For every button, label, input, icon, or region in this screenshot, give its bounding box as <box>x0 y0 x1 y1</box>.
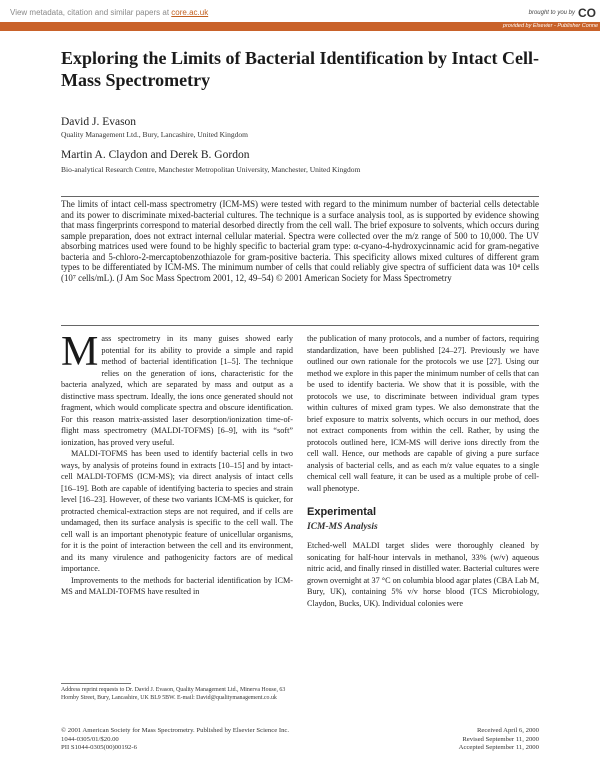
correspondence-footnote: Address reprint requests to Dr. David J. Evason, Quality Management Ltd., Minerva House, 63 Hornby Street, Bury, Lancashire, UK BL9 5BW. E-mail: David@qualitymanagement.co.uk <box>61 687 286 701</box>
right-paragraph-1: the publication of many protocols, and a number of factors, requiring standardization, have been published [24–27]. Previously we have outlined our own rationale for the protocols we use [27]. Using our method we explore in this paper the minimum number of cells that can be used to identify bacteria. We show that it is possible, with the protocols we use, to discriminate between individual gram types within cultures of mixed gram types. We also demonstrate that the brief exposure to matrix solvents, which occurs in our method, does not extract components from within the cell. Rather, by using the protocols outlined here, ICM-MS will derive ions directly from the cell wall. Hence, our methods are capable of giving a pure surface analysis of bacterial cells, and as each m/z value equates to a single chemical cell wall feature, it can be used as a multiple probe of cell-wall phenotype. <box>307 334 539 493</box>
left-column <box>61 329 293 598</box>
core-banner <box>0 0 600 22</box>
metadata-link-prefix: View metadata, citation and similar papers at <box>10 8 172 17</box>
issn-line: 1044-0305/01/$20.00 <box>61 735 119 743</box>
provider-bar <box>0 22 600 31</box>
abstract-text: The limits of intact cell-mass spectrometry (ICM-MS) were tested with regard to the minimum number of bacterial cells detectable and its power to discriminate mixed-bacterial cultures. The technique is a surface analysis tool, as is supported by evidence showing that mass fingerprints correspond to material desorbed directly from the cell wall. The brief exposure to solvents, which occurs during sample preparation, does not extract internal cellular material. Spectra were collected over the m/z range of 500 to 10,000. The UV absorbing matrices used were found to be highly specific to bacterial gram type: α-cyano-4-hydroxycinnamic acid for gram-negative bacteria and 5-chloro-2-mercaptobenzothiazole for gram-positive bacteria. This specificity allows mixed cultures of different gram types to be differentiated by ICM-MS. The minimum number of cells that could reliably give spectra of sufficient data was 10⁴ cells (10⁷ cells/mL). (J Am Soc Mass Spectrom 2001, 12, 49–54) © 2001 American Society for Mass Spectrometry <box>61 199 539 283</box>
drop-cap: M <box>61 329 99 375</box>
brought-by-label: brought to you by <box>528 10 575 16</box>
intro-paragraph-2: MALDI-TOFMS has been used to identify bacterial cells in two ways, by analysis of proteins found in extracts [10–15] and by intact-cell MALDI-TOFMS (ICM-MS); via direct analysis of intact cells [16–19]. Both are capable of identifying bacteria to species and strain level [16–23]. However, of these two variants ICM-MS is quicker, for protracted chemical-extraction steps are not required, and if cells are undamaged, then its surface analysis is specific to the cell wall. The cell wall is an important phenotypic feature of unicellular organisms, for it is the point of interaction between the cell and its environment, and its many virulence and pathogenicity factors are of medical importance. <box>61 449 293 573</box>
core-logo-icon[interactable] <box>578 6 596 20</box>
core-logo-text: CO <box>578 6 596 20</box>
core-site-link[interactable]: core.ac.uk <box>171 8 209 17</box>
affiliation-mmu: Bio-analytical Research Centre, Manchester Metropolitan University, Manchester, United Kingdom <box>61 165 361 174</box>
intro-paragraph-3: Improvements to the methods for bacterial identification by ICM-MS and MALDI-TOFMS have resulted in <box>61 575 293 596</box>
revised-date: Revised September 11, 2000 <box>462 735 539 743</box>
author-evason: David J. Evason <box>61 116 137 128</box>
brought-to-you-by <box>529 6 596 20</box>
metadata-link[interactable] <box>10 8 208 17</box>
section-heading-experimental: Experimental <box>307 506 377 518</box>
publication-info <box>61 727 289 753</box>
intro-paragraph-1-text: ass spectrometry in its many guises showed early potential for its ability to provide a simple and rapid method of bacterial identification [1–5]. The technique relies on the generation of ions, characteristic for the bacteria analyzed, which are separated by mass and output as a distinctive mass spectrum. Ideally, the ions once generated should not fragment, which would complicate spectra and obscure identification. For this reason matrix-assisted laser desorption/ionization time-of-flight mass spectrometry (MALDI-TOFMS) [6–9], with its “soft” ionization, has proved very useful. <box>61 334 293 447</box>
affiliation-quality-management: Quality Management Ltd., Bury, Lancashire, United Kingdom <box>61 130 248 139</box>
intro-paragraph-1 <box>61 329 293 448</box>
paper-title: Exploring the Limits of Bacterial Identification by Intact Cell-Mass Spectrometry <box>61 48 539 90</box>
pii-line: PII S1044-0305(00)00192-6 <box>61 744 137 752</box>
abstract-box <box>61 196 539 326</box>
submission-dates <box>459 727 539 753</box>
accepted-date: Accepted September 11, 2000 <box>458 744 539 752</box>
methods-paragraph-1: Etched-well MALDI target slides were thoroughly cleaned by sonicating for half-hour intervals in methanol, 33% (w/v) aqueous nitric acid, and finally rinsed in distilled water. Bacterial cultures were grown overnight at 37 °C on columbia blood agar plates (CBA Lab M, Bury, UK), containing 5% v/v horse blood (TCS Microbiology, Claydon, Bucks, UK). Individual colonies were <box>307 541 539 608</box>
footnote-divider <box>61 683 131 684</box>
author-claydon-gordon: Martin A. Claydon and Derek B. Gordon <box>61 149 250 161</box>
subsection-heading-icm-ms: ICM-MS Analysis <box>307 521 378 532</box>
copyright-line: © 2001 American Society for Mass Spectrometry. Published by Elsevier Science Inc. <box>61 727 290 734</box>
right-column <box>307 333 539 609</box>
provided-by-link[interactable]: provided by Elsevier - Publisher Conne <box>502 23 598 29</box>
received-date: Received April 6, 2000 <box>476 727 539 734</box>
